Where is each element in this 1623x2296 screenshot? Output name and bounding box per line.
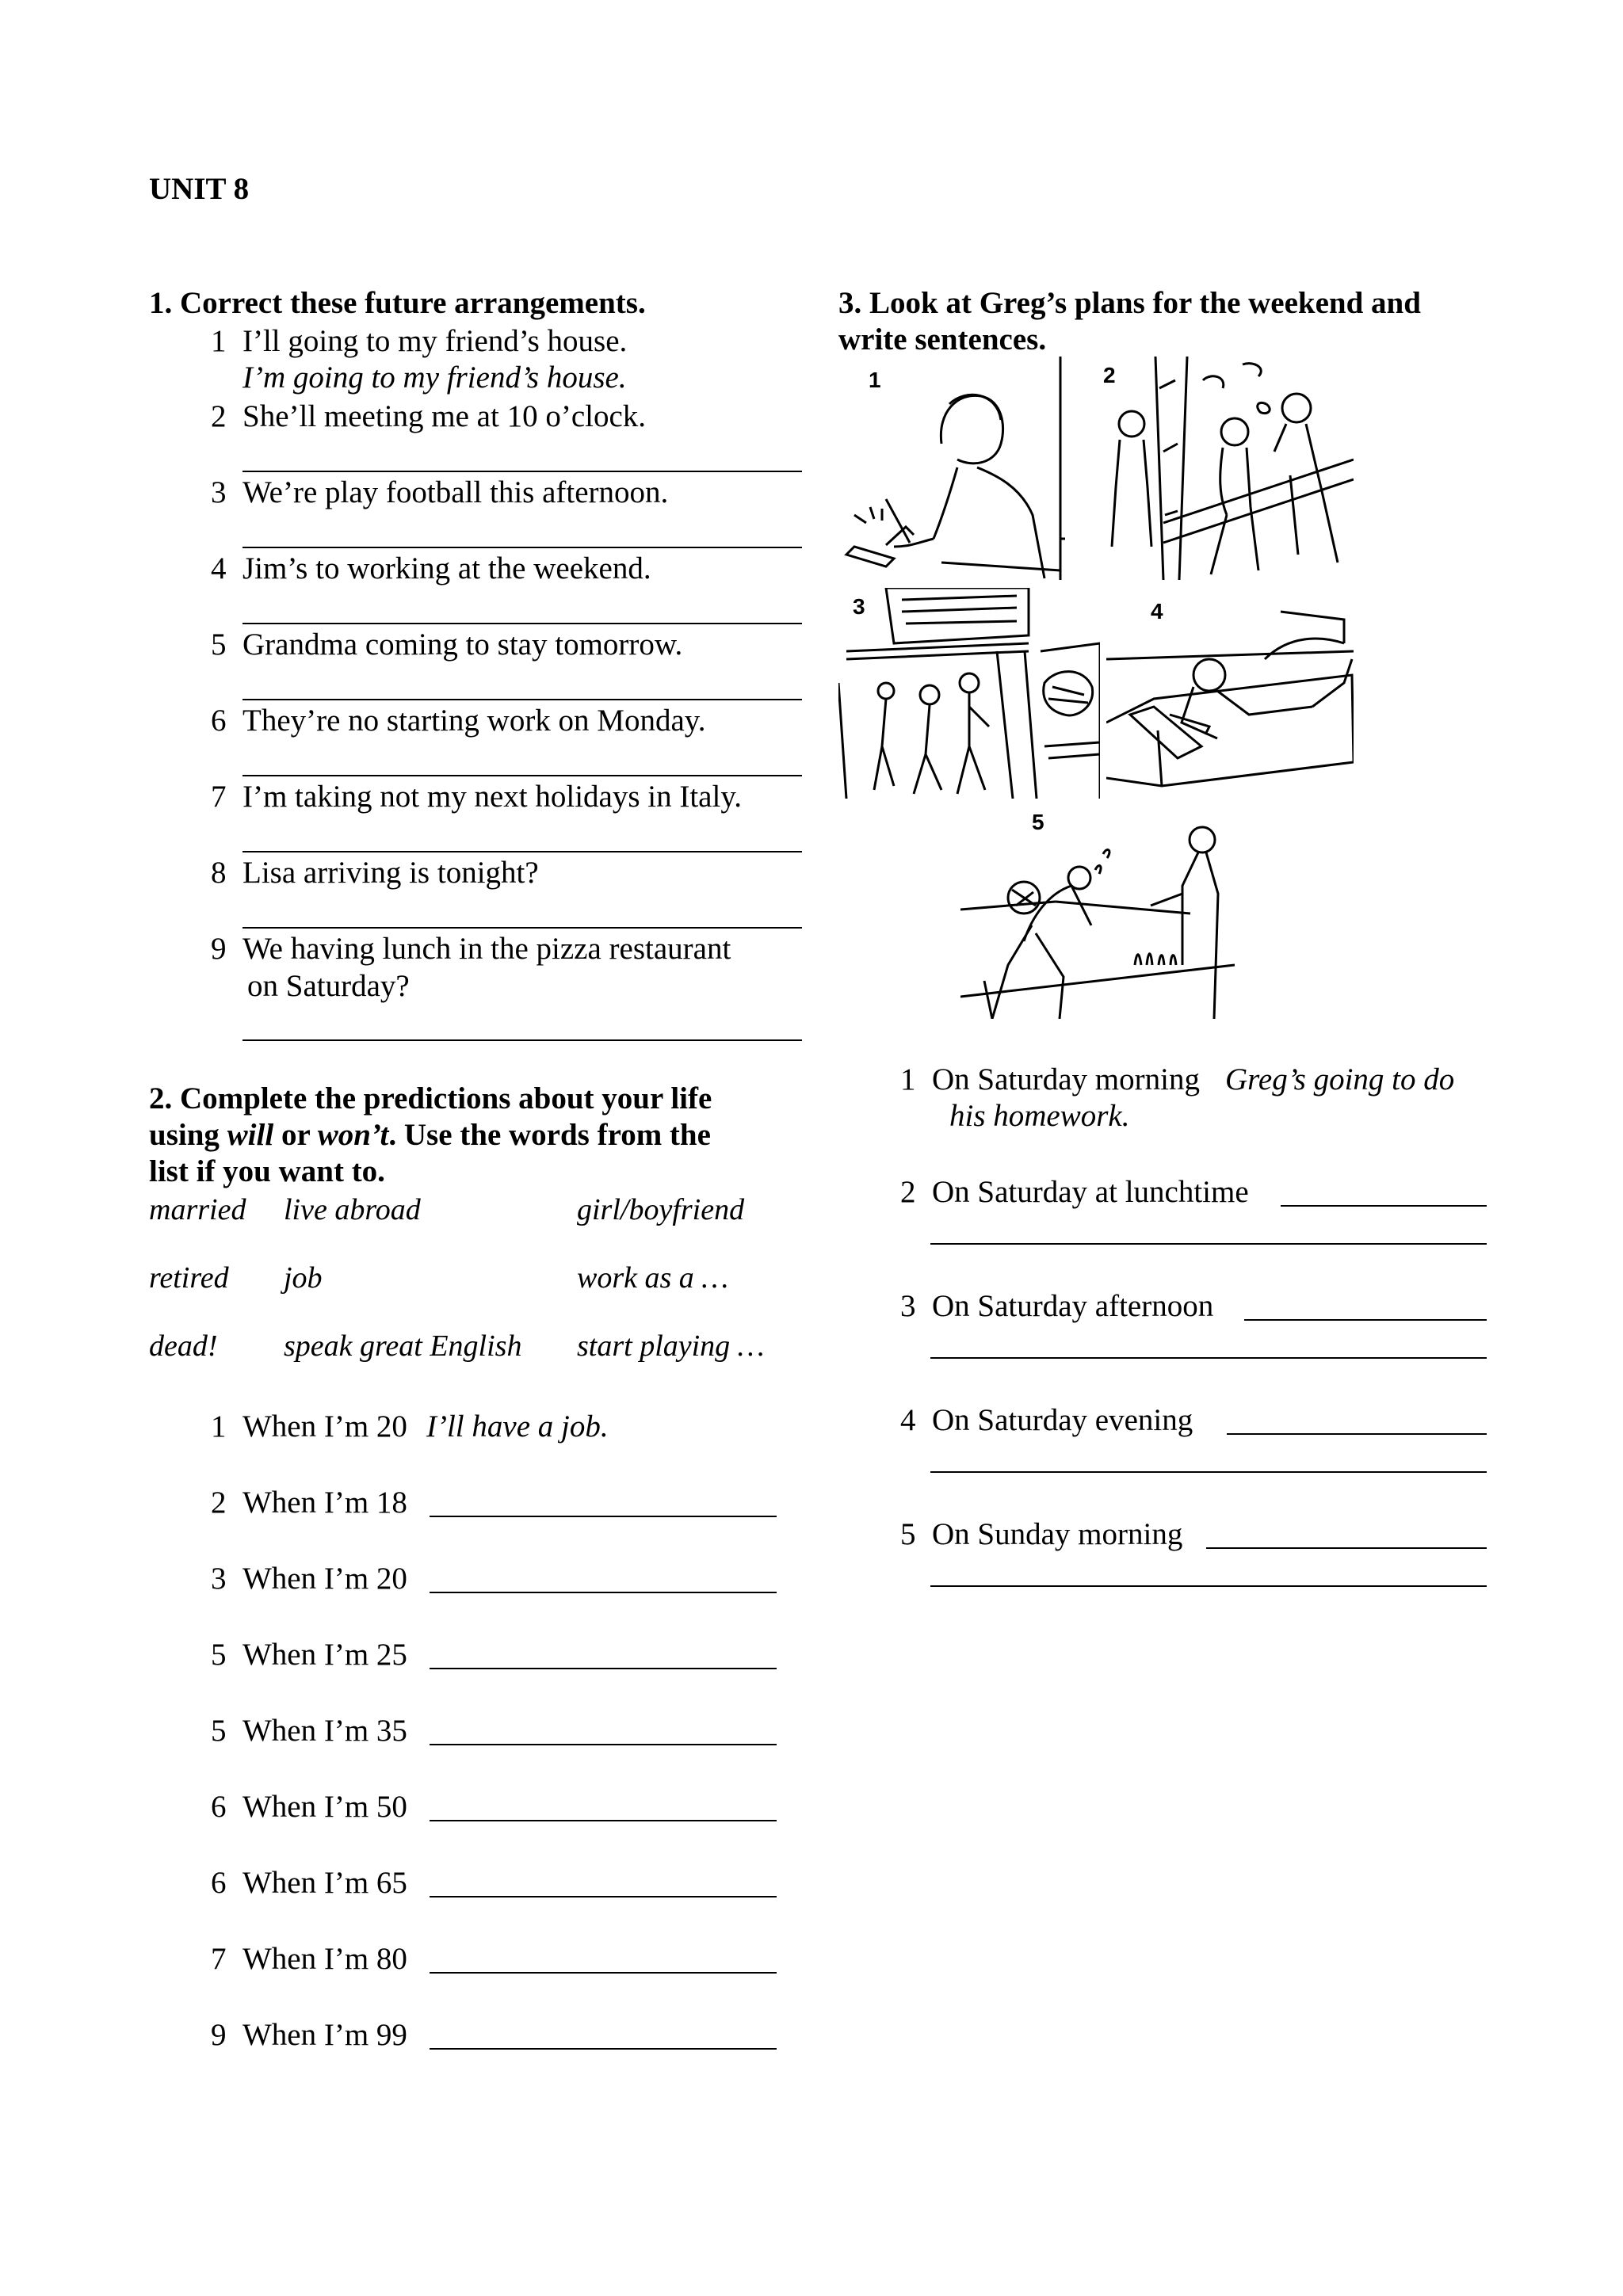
- item-number: 3: [900, 1289, 916, 1323]
- item-number: 3: [211, 1562, 227, 1596]
- item-number: 1: [900, 1062, 916, 1097]
- picture-lunch: [1084, 357, 1354, 580]
- answer-line[interactable]: [430, 1744, 777, 1745]
- bowling-illustration: [960, 807, 1235, 1019]
- item-sentence: We having lunch in the pizza restaurant: [242, 932, 731, 966]
- answer-line[interactable]: [1281, 1205, 1487, 1207]
- answer-line[interactable]: [430, 1592, 777, 1593]
- item-number: 8: [211, 856, 227, 890]
- item-sentence: They’re no starting work on Monday.: [242, 704, 706, 738]
- answer-line[interactable]: [430, 1896, 777, 1897]
- answer-line[interactable]: [1227, 1433, 1487, 1435]
- item-sentence: When I’m 25: [242, 1638, 407, 1672]
- item-sentence: When I’m 99: [242, 2018, 407, 2052]
- reading-illustration: [1106, 588, 1354, 799]
- word-list-item: dead!: [149, 1329, 218, 1363]
- answer-line[interactable]: [242, 471, 802, 472]
- answer-line[interactable]: [242, 547, 802, 548]
- unit-title: UNIT 8: [149, 172, 250, 206]
- item-sentence: I’ll going to my friend’s house.: [242, 324, 628, 358]
- item-number: 6: [211, 1790, 227, 1824]
- item-sentence: When I’m 65: [242, 1866, 407, 1900]
- answer-line[interactable]: [242, 623, 802, 624]
- answer-line[interactable]: [930, 1243, 1487, 1245]
- picture-cinema: [838, 588, 1100, 799]
- item-sentence: When I’m 20: [242, 1562, 407, 1596]
- item-number: 2: [211, 1486, 227, 1520]
- item-sentence-cont: on Saturday?: [247, 969, 410, 1003]
- word-list-item: start playing …: [577, 1329, 765, 1363]
- word-list-item: job: [284, 1261, 323, 1295]
- answer-line[interactable]: [430, 1516, 777, 1517]
- answer-line[interactable]: [242, 927, 802, 929]
- answer-line[interactable]: [242, 851, 802, 852]
- item-number: 3: [211, 475, 227, 509]
- answer-line[interactable]: [930, 1585, 1487, 1587]
- word-list-item: retired: [149, 1261, 229, 1295]
- word-list-item: work as a …: [577, 1261, 729, 1295]
- item-number: 6: [211, 1866, 227, 1900]
- word-list-item: married: [149, 1193, 246, 1226]
- picture-homework: [838, 357, 1068, 580]
- answer-line[interactable]: [430, 1820, 777, 1821]
- item-number: 7: [211, 780, 227, 814]
- ex1-heading: 1. Correct these future arrangements.: [149, 286, 646, 320]
- picture-bowling: [960, 807, 1235, 1019]
- answer-line[interactable]: [430, 2048, 777, 2050]
- item-number: 6: [211, 704, 227, 738]
- item-number: 4: [211, 551, 227, 585]
- ex2-heading-line1: 2. Complete the predictions about your life: [149, 1081, 712, 1116]
- item-sentence: When I’m 18: [242, 1486, 407, 1520]
- word-list-item: live abroad: [284, 1193, 421, 1226]
- picture-number: 3: [853, 594, 865, 619]
- item-sentence: We’re play football this afternoon.: [242, 475, 669, 509]
- word-list-item: speak great English: [284, 1329, 522, 1363]
- item-number: 5: [211, 1714, 227, 1748]
- item-sentence: Grandma coming to stay tomorrow.: [242, 627, 683, 662]
- example-answer-cont: his homework.: [949, 1099, 1130, 1133]
- example-answer: I’m going to my friend’s house.: [242, 360, 627, 395]
- picture-reading: [1106, 588, 1354, 799]
- item-number: 4: [900, 1403, 916, 1437]
- item-sentence: Lisa arriving is tonight?: [242, 856, 539, 890]
- picture-number: 2: [1103, 363, 1116, 387]
- answer-line[interactable]: [242, 1039, 802, 1041]
- answer-line[interactable]: [242, 775, 802, 776]
- item-sentence: On Saturday at lunchtime: [932, 1175, 1249, 1209]
- item-number: 5: [211, 627, 227, 662]
- picture-number: 5: [1032, 810, 1044, 834]
- item-sentence: When I’m 50: [242, 1790, 407, 1824]
- example-answer: Greg’s going to do: [1225, 1062, 1455, 1097]
- picture-number: 4: [1151, 599, 1163, 624]
- item-sentence: When I’m 35: [242, 1714, 407, 1748]
- item-sentence: On Saturday afternoon: [932, 1289, 1214, 1323]
- example-answer: I’ll have a job.: [426, 1409, 609, 1444]
- answer-line[interactable]: [930, 1471, 1487, 1473]
- item-sentence: Jim’s to working at the weekend.: [242, 551, 651, 585]
- ex2-heading-line2: using will or won’t. Use the words from the: [149, 1118, 711, 1152]
- ex2-heading-line3: list if you want to.: [149, 1154, 385, 1188]
- item-number: 5: [900, 1517, 916, 1551]
- lunch-illustration: [1084, 357, 1354, 580]
- item-sentence: On Saturday morning: [932, 1062, 1200, 1097]
- item-sentence: I’m taking not my next holidays in Italy.: [242, 780, 743, 814]
- cinema-illustration: [838, 588, 1100, 799]
- item-sentence: When I’m 20: [242, 1409, 407, 1444]
- item-number: 1: [211, 324, 227, 358]
- answer-line[interactable]: [1244, 1319, 1487, 1321]
- answer-line[interactable]: [1206, 1547, 1487, 1549]
- picture-number: 1: [869, 368, 881, 392]
- item-sentence: On Saturday evening: [932, 1403, 1193, 1437]
- answer-line[interactable]: [242, 699, 802, 700]
- item-number: 9: [211, 932, 227, 966]
- ex3-heading-line1: 3. Look at Greg’s plans for the weekend and: [838, 286, 1421, 320]
- ex3-heading-line2: write sentences.: [838, 322, 1047, 357]
- item-sentence: On Sunday morning: [932, 1517, 1183, 1551]
- answer-line[interactable]: [430, 1972, 777, 1974]
- item-number: 1: [211, 1409, 227, 1444]
- word-list-item: girl/boyfriend: [577, 1193, 745, 1226]
- item-sentence: When I’m 80: [242, 1942, 407, 1976]
- item-number: 2: [211, 399, 227, 433]
- item-number: 5: [211, 1638, 227, 1672]
- item-number: 9: [211, 2018, 227, 2052]
- item-sentence: She’ll meeting me at 10 o’clock.: [242, 399, 647, 433]
- answer-line[interactable]: [930, 1357, 1487, 1359]
- answer-line[interactable]: [430, 1668, 777, 1669]
- item-number: 2: [900, 1175, 916, 1209]
- item-number: 7: [211, 1942, 227, 1976]
